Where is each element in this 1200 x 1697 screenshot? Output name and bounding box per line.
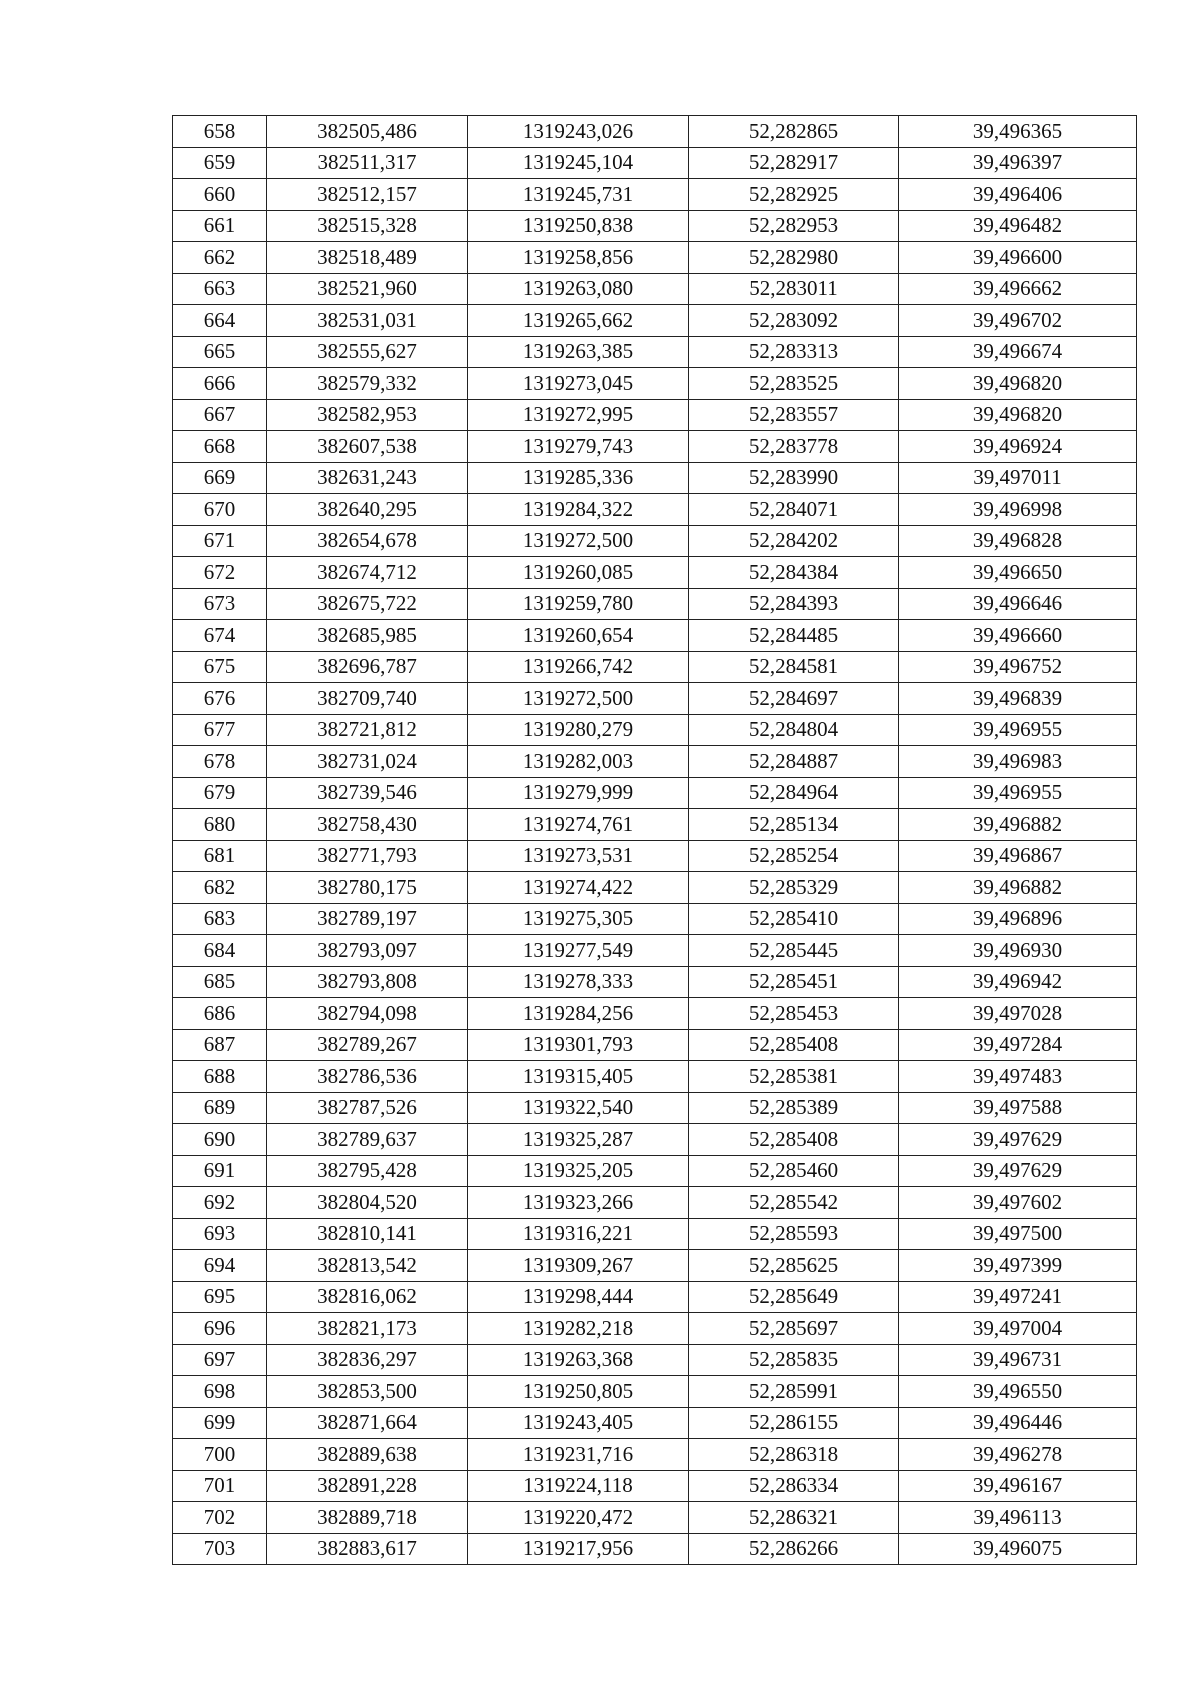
- point-number-cell: 686: [173, 998, 267, 1030]
- table-row: [173, 431, 1137, 463]
- longitude-cell: 39,497602: [899, 1187, 1137, 1219]
- y-coordinate-cell: 1319277,549: [468, 935, 689, 967]
- table-row: [173, 1376, 1137, 1408]
- x-coordinate-cell: 382794,098: [267, 998, 468, 1030]
- longitude-cell: 39,496983: [899, 746, 1137, 778]
- longitude-cell: 39,497629: [899, 1155, 1137, 1187]
- longitude-cell: 39,496674: [899, 336, 1137, 368]
- latitude-cell: 52,284384: [689, 557, 899, 589]
- x-coordinate-cell: 382709,740: [267, 683, 468, 715]
- x-coordinate-cell: 382531,031: [267, 305, 468, 337]
- y-coordinate-cell: 1319259,780: [468, 588, 689, 620]
- x-coordinate-cell: 382731,024: [267, 746, 468, 778]
- y-coordinate-cell: 1319316,221: [468, 1218, 689, 1250]
- y-coordinate-cell: 1319263,385: [468, 336, 689, 368]
- x-coordinate-cell: 382721,812: [267, 714, 468, 746]
- latitude-cell: 52,284964: [689, 777, 899, 809]
- table-row: [173, 998, 1137, 1030]
- point-number-cell: 667: [173, 399, 267, 431]
- point-number-cell: 683: [173, 903, 267, 935]
- y-coordinate-cell: 1319325,287: [468, 1124, 689, 1156]
- latitude-cell: 52,285625: [689, 1250, 899, 1282]
- longitude-cell: 39,496397: [899, 147, 1137, 179]
- x-coordinate-cell: 382795,428: [267, 1155, 468, 1187]
- longitude-cell: 39,497588: [899, 1092, 1137, 1124]
- point-number-cell: 658: [173, 116, 267, 148]
- longitude-cell: 39,497284: [899, 1029, 1137, 1061]
- latitude-cell: 52,285445: [689, 935, 899, 967]
- x-coordinate-cell: 382505,486: [267, 116, 468, 148]
- point-number-cell: 703: [173, 1533, 267, 1565]
- y-coordinate-cell: 1319301,793: [468, 1029, 689, 1061]
- table-row: [173, 840, 1137, 872]
- latitude-cell: 52,283092: [689, 305, 899, 337]
- latitude-cell: 52,285835: [689, 1344, 899, 1376]
- table-row: [173, 557, 1137, 589]
- table-row: [173, 1187, 1137, 1219]
- latitude-cell: 52,282917: [689, 147, 899, 179]
- point-number-cell: 687: [173, 1029, 267, 1061]
- latitude-cell: 52,283011: [689, 273, 899, 305]
- latitude-cell: 52,284485: [689, 620, 899, 652]
- y-coordinate-cell: 1319220,472: [468, 1502, 689, 1534]
- latitude-cell: 52,284071: [689, 494, 899, 526]
- point-number-cell: 693: [173, 1218, 267, 1250]
- latitude-cell: 52,285389: [689, 1092, 899, 1124]
- longitude-cell: 39,496406: [899, 179, 1137, 211]
- longitude-cell: 39,496930: [899, 935, 1137, 967]
- y-coordinate-cell: 1319279,999: [468, 777, 689, 809]
- longitude-cell: 39,496482: [899, 210, 1137, 242]
- table-row: [173, 399, 1137, 431]
- point-number-cell: 701: [173, 1470, 267, 1502]
- point-number-cell: 676: [173, 683, 267, 715]
- table-row: [173, 1533, 1137, 1565]
- y-coordinate-cell: 1319217,956: [468, 1533, 689, 1565]
- x-coordinate-cell: 382780,175: [267, 872, 468, 904]
- x-coordinate-cell: 382889,638: [267, 1439, 468, 1471]
- x-coordinate-cell: 382816,062: [267, 1281, 468, 1313]
- y-coordinate-cell: 1319278,333: [468, 966, 689, 998]
- point-number-cell: 682: [173, 872, 267, 904]
- x-coordinate-cell: 382804,520: [267, 1187, 468, 1219]
- x-coordinate-cell: 382793,808: [267, 966, 468, 998]
- y-coordinate-cell: 1319243,026: [468, 116, 689, 148]
- table-row: [173, 525, 1137, 557]
- longitude-cell: 39,496752: [899, 651, 1137, 683]
- table-row: [173, 1124, 1137, 1156]
- x-coordinate-cell: 382789,197: [267, 903, 468, 935]
- coordinates-table: [172, 115, 1137, 1565]
- x-coordinate-cell: 382607,538: [267, 431, 468, 463]
- latitude-cell: 52,285410: [689, 903, 899, 935]
- table-row: [173, 1344, 1137, 1376]
- y-coordinate-cell: 1319258,856: [468, 242, 689, 274]
- table-row: [173, 809, 1137, 841]
- table-row: [173, 1470, 1137, 1502]
- x-coordinate-cell: 382871,664: [267, 1407, 468, 1439]
- latitude-cell: 52,286321: [689, 1502, 899, 1534]
- latitude-cell: 52,286318: [689, 1439, 899, 1471]
- table-row: [173, 872, 1137, 904]
- table-row: [173, 588, 1137, 620]
- longitude-cell: 39,496167: [899, 1470, 1137, 1502]
- y-coordinate-cell: 1319231,716: [468, 1439, 689, 1471]
- table-row: [173, 462, 1137, 494]
- table-row: [173, 683, 1137, 715]
- y-coordinate-cell: 1319273,531: [468, 840, 689, 872]
- point-number-cell: 700: [173, 1439, 267, 1471]
- y-coordinate-cell: 1319272,500: [468, 525, 689, 557]
- latitude-cell: 52,284393: [689, 588, 899, 620]
- point-number-cell: 664: [173, 305, 267, 337]
- x-coordinate-cell: 382511,317: [267, 147, 468, 179]
- point-number-cell: 677: [173, 714, 267, 746]
- latitude-cell: 52,286334: [689, 1470, 899, 1502]
- x-coordinate-cell: 382582,953: [267, 399, 468, 431]
- longitude-cell: 39,497004: [899, 1313, 1137, 1345]
- latitude-cell: 52,285460: [689, 1155, 899, 1187]
- latitude-cell: 52,285649: [689, 1281, 899, 1313]
- point-number-cell: 665: [173, 336, 267, 368]
- longitude-cell: 39,496828: [899, 525, 1137, 557]
- table-row: [173, 1061, 1137, 1093]
- table-row: [173, 1502, 1137, 1534]
- table-row: [173, 1029, 1137, 1061]
- latitude-cell: 52,282865: [689, 116, 899, 148]
- y-coordinate-cell: 1319285,336: [468, 462, 689, 494]
- point-number-cell: 694: [173, 1250, 267, 1282]
- latitude-cell: 52,285329: [689, 872, 899, 904]
- point-number-cell: 691: [173, 1155, 267, 1187]
- latitude-cell: 52,284804: [689, 714, 899, 746]
- longitude-cell: 39,496662: [899, 273, 1137, 305]
- table-row: [173, 147, 1137, 179]
- longitude-cell: 39,496660: [899, 620, 1137, 652]
- y-coordinate-cell: 1319250,805: [468, 1376, 689, 1408]
- latitude-cell: 52,283525: [689, 368, 899, 400]
- point-number-cell: 669: [173, 462, 267, 494]
- latitude-cell: 52,285697: [689, 1313, 899, 1345]
- point-number-cell: 684: [173, 935, 267, 967]
- longitude-cell: 39,496113: [899, 1502, 1137, 1534]
- point-number-cell: 697: [173, 1344, 267, 1376]
- x-coordinate-cell: 382883,617: [267, 1533, 468, 1565]
- coordinates-table-body: [173, 116, 1137, 1565]
- latitude-cell: 52,285254: [689, 840, 899, 872]
- y-coordinate-cell: 1319260,085: [468, 557, 689, 589]
- x-coordinate-cell: 382786,536: [267, 1061, 468, 1093]
- x-coordinate-cell: 382515,328: [267, 210, 468, 242]
- x-coordinate-cell: 382787,526: [267, 1092, 468, 1124]
- table-row: [173, 116, 1137, 148]
- longitude-cell: 39,496278: [899, 1439, 1137, 1471]
- latitude-cell: 52,286155: [689, 1407, 899, 1439]
- table-row: [173, 903, 1137, 935]
- y-coordinate-cell: 1319282,218: [468, 1313, 689, 1345]
- latitude-cell: 52,285381: [689, 1061, 899, 1093]
- x-coordinate-cell: 382739,546: [267, 777, 468, 809]
- latitude-cell: 52,283313: [689, 336, 899, 368]
- y-coordinate-cell: 1319224,118: [468, 1470, 689, 1502]
- y-coordinate-cell: 1319284,256: [468, 998, 689, 1030]
- point-number-cell: 678: [173, 746, 267, 778]
- y-coordinate-cell: 1319273,045: [468, 368, 689, 400]
- longitude-cell: 39,496998: [899, 494, 1137, 526]
- point-number-cell: 699: [173, 1407, 267, 1439]
- point-number-cell: 674: [173, 620, 267, 652]
- x-coordinate-cell: 382821,173: [267, 1313, 468, 1345]
- y-coordinate-cell: 1319243,405: [468, 1407, 689, 1439]
- point-number-cell: 695: [173, 1281, 267, 1313]
- x-coordinate-cell: 382674,712: [267, 557, 468, 589]
- longitude-cell: 39,497399: [899, 1250, 1137, 1282]
- y-coordinate-cell: 1319323,266: [468, 1187, 689, 1219]
- table-row: [173, 210, 1137, 242]
- latitude-cell: 52,282953: [689, 210, 899, 242]
- latitude-cell: 52,284697: [689, 683, 899, 715]
- point-number-cell: 668: [173, 431, 267, 463]
- point-number-cell: 662: [173, 242, 267, 274]
- table-row: [173, 714, 1137, 746]
- longitude-cell: 39,496942: [899, 966, 1137, 998]
- y-coordinate-cell: 1319250,838: [468, 210, 689, 242]
- longitude-cell: 39,496646: [899, 588, 1137, 620]
- x-coordinate-cell: 382654,678: [267, 525, 468, 557]
- point-number-cell: 680: [173, 809, 267, 841]
- longitude-cell: 39,496365: [899, 116, 1137, 148]
- longitude-cell: 39,496882: [899, 809, 1137, 841]
- longitude-cell: 39,496702: [899, 305, 1137, 337]
- longitude-cell: 39,496955: [899, 777, 1137, 809]
- y-coordinate-cell: 1319260,654: [468, 620, 689, 652]
- x-coordinate-cell: 382789,637: [267, 1124, 468, 1156]
- longitude-cell: 39,496446: [899, 1407, 1137, 1439]
- x-coordinate-cell: 382696,787: [267, 651, 468, 683]
- longitude-cell: 39,496550: [899, 1376, 1137, 1408]
- latitude-cell: 52,283990: [689, 462, 899, 494]
- point-number-cell: 670: [173, 494, 267, 526]
- latitude-cell: 52,285542: [689, 1187, 899, 1219]
- x-coordinate-cell: 382640,295: [267, 494, 468, 526]
- table-row: [173, 242, 1137, 274]
- y-coordinate-cell: 1319322,540: [468, 1092, 689, 1124]
- table-row: [173, 273, 1137, 305]
- latitude-cell: 52,282925: [689, 179, 899, 211]
- point-number-cell: 689: [173, 1092, 267, 1124]
- y-coordinate-cell: 1319266,742: [468, 651, 689, 683]
- point-number-cell: 663: [173, 273, 267, 305]
- table-row: [173, 1313, 1137, 1345]
- latitude-cell: 52,285991: [689, 1376, 899, 1408]
- table-row: [173, 368, 1137, 400]
- table-row: [173, 1092, 1137, 1124]
- y-coordinate-cell: 1319315,405: [468, 1061, 689, 1093]
- x-coordinate-cell: 382675,722: [267, 588, 468, 620]
- y-coordinate-cell: 1319279,743: [468, 431, 689, 463]
- y-coordinate-cell: 1319275,305: [468, 903, 689, 935]
- x-coordinate-cell: 382836,297: [267, 1344, 468, 1376]
- longitude-cell: 39,497011: [899, 462, 1137, 494]
- longitude-cell: 39,496896: [899, 903, 1137, 935]
- table-row: [173, 777, 1137, 809]
- y-coordinate-cell: 1319274,422: [468, 872, 689, 904]
- point-number-cell: 673: [173, 588, 267, 620]
- y-coordinate-cell: 1319272,995: [468, 399, 689, 431]
- y-coordinate-cell: 1319280,279: [468, 714, 689, 746]
- y-coordinate-cell: 1319274,761: [468, 809, 689, 841]
- y-coordinate-cell: 1319265,662: [468, 305, 689, 337]
- latitude-cell: 52,286266: [689, 1533, 899, 1565]
- point-number-cell: 666: [173, 368, 267, 400]
- point-number-cell: 672: [173, 557, 267, 589]
- x-coordinate-cell: 382579,332: [267, 368, 468, 400]
- table-row: [173, 1250, 1137, 1282]
- latitude-cell: 52,283778: [689, 431, 899, 463]
- x-coordinate-cell: 382631,243: [267, 462, 468, 494]
- longitude-cell: 39,497629: [899, 1124, 1137, 1156]
- latitude-cell: 52,283557: [689, 399, 899, 431]
- latitude-cell: 52,282980: [689, 242, 899, 274]
- table-row: [173, 179, 1137, 211]
- table-row: [173, 1218, 1137, 1250]
- table-row: [173, 651, 1137, 683]
- latitude-cell: 52,284202: [689, 525, 899, 557]
- y-coordinate-cell: 1319282,003: [468, 746, 689, 778]
- table-row: [173, 1155, 1137, 1187]
- y-coordinate-cell: 1319309,267: [468, 1250, 689, 1282]
- longitude-cell: 39,497483: [899, 1061, 1137, 1093]
- latitude-cell: 52,285408: [689, 1029, 899, 1061]
- y-coordinate-cell: 1319245,731: [468, 179, 689, 211]
- x-coordinate-cell: 382555,627: [267, 336, 468, 368]
- x-coordinate-cell: 382789,267: [267, 1029, 468, 1061]
- point-number-cell: 685: [173, 966, 267, 998]
- point-number-cell: 671: [173, 525, 267, 557]
- y-coordinate-cell: 1319245,104: [468, 147, 689, 179]
- longitude-cell: 39,496955: [899, 714, 1137, 746]
- point-number-cell: 692: [173, 1187, 267, 1219]
- latitude-cell: 52,285451: [689, 966, 899, 998]
- point-number-cell: 659: [173, 147, 267, 179]
- x-coordinate-cell: 382521,960: [267, 273, 468, 305]
- longitude-cell: 39,496600: [899, 242, 1137, 274]
- table-row: [173, 336, 1137, 368]
- point-number-cell: 688: [173, 1061, 267, 1093]
- x-coordinate-cell: 382891,228: [267, 1470, 468, 1502]
- point-number-cell: 681: [173, 840, 267, 872]
- point-number-cell: 690: [173, 1124, 267, 1156]
- point-number-cell: 702: [173, 1502, 267, 1534]
- table-row: [173, 966, 1137, 998]
- point-number-cell: 679: [173, 777, 267, 809]
- point-number-cell: 696: [173, 1313, 267, 1345]
- point-number-cell: 698: [173, 1376, 267, 1408]
- latitude-cell: 52,285453: [689, 998, 899, 1030]
- table-row: [173, 935, 1137, 967]
- table-row: [173, 620, 1137, 652]
- longitude-cell: 39,496882: [899, 872, 1137, 904]
- longitude-cell: 39,497241: [899, 1281, 1137, 1313]
- x-coordinate-cell: 382813,542: [267, 1250, 468, 1282]
- longitude-cell: 39,496650: [899, 557, 1137, 589]
- point-number-cell: 661: [173, 210, 267, 242]
- longitude-cell: 39,497500: [899, 1218, 1137, 1250]
- x-coordinate-cell: 382810,141: [267, 1218, 468, 1250]
- y-coordinate-cell: 1319272,500: [468, 683, 689, 715]
- x-coordinate-cell: 382512,157: [267, 179, 468, 211]
- table-row: [173, 494, 1137, 526]
- longitude-cell: 39,496924: [899, 431, 1137, 463]
- point-number-cell: 675: [173, 651, 267, 683]
- longitude-cell: 39,496731: [899, 1344, 1137, 1376]
- x-coordinate-cell: 382889,718: [267, 1502, 468, 1534]
- y-coordinate-cell: 1319263,080: [468, 273, 689, 305]
- latitude-cell: 52,284581: [689, 651, 899, 683]
- y-coordinate-cell: 1319325,205: [468, 1155, 689, 1187]
- latitude-cell: 52,285134: [689, 809, 899, 841]
- y-coordinate-cell: 1319263,368: [468, 1344, 689, 1376]
- x-coordinate-cell: 382793,097: [267, 935, 468, 967]
- table-row: [173, 1407, 1137, 1439]
- latitude-cell: 52,284887: [689, 746, 899, 778]
- point-number-cell: 660: [173, 179, 267, 211]
- latitude-cell: 52,285408: [689, 1124, 899, 1156]
- table-row: [173, 746, 1137, 778]
- x-coordinate-cell: 382853,500: [267, 1376, 468, 1408]
- y-coordinate-cell: 1319298,444: [468, 1281, 689, 1313]
- x-coordinate-cell: 382518,489: [267, 242, 468, 274]
- table-row: [173, 305, 1137, 337]
- longitude-cell: 39,496075: [899, 1533, 1137, 1565]
- y-coordinate-cell: 1319284,322: [468, 494, 689, 526]
- x-coordinate-cell: 382685,985: [267, 620, 468, 652]
- longitude-cell: 39,496867: [899, 840, 1137, 872]
- longitude-cell: 39,496820: [899, 399, 1137, 431]
- table-row: [173, 1281, 1137, 1313]
- longitude-cell: 39,496839: [899, 683, 1137, 715]
- table-row: [173, 1439, 1137, 1471]
- x-coordinate-cell: 382758,430: [267, 809, 468, 841]
- latitude-cell: 52,285593: [689, 1218, 899, 1250]
- x-coordinate-cell: 382771,793: [267, 840, 468, 872]
- longitude-cell: 39,496820: [899, 368, 1137, 400]
- longitude-cell: 39,497028: [899, 998, 1137, 1030]
